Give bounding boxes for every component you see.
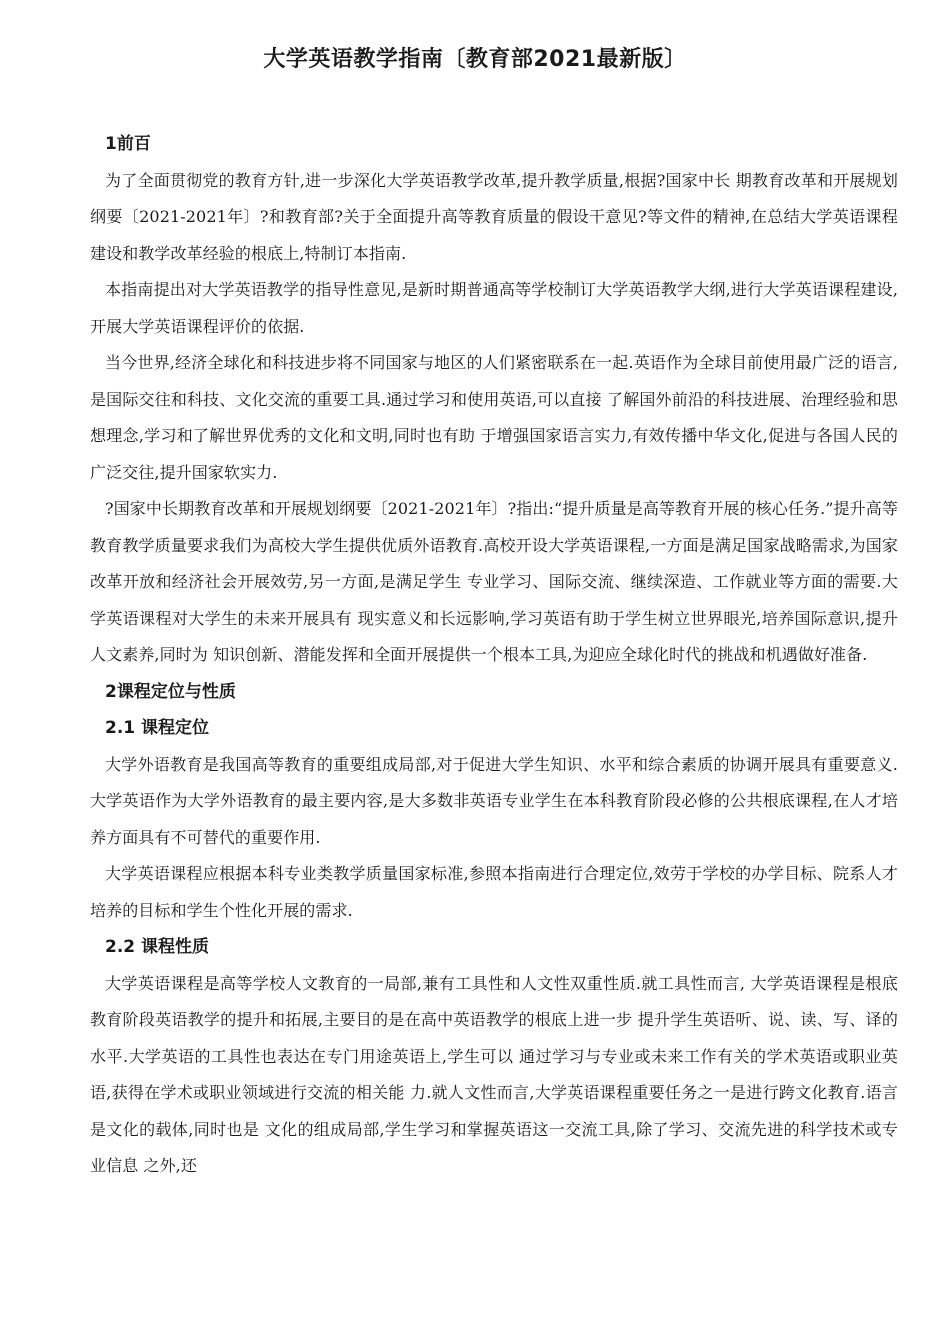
subsection-heading-course-positioning: 2.1 课程定位 [105, 718, 210, 738]
paragraph: 当今世界,经济全球化和科技进步将不同国家与地区的人们紧密联系在一起.英语作为全球目前使用最广泛的语言,是国际交往和科技、文化交流的重要工具.通过学习和使用英语,可以直接 了解国外前沿的科技进展、治理经验和思想理念,学习和了解世界优秀的文化和文明,同时也有助 于增强国家语言实力,有效传播中华文化,促进与各国人民的广泛交往,提升国家软实力. [90, 353, 898, 482]
paragraph: ?国家中长期教育改革和开展规划纲要〔2021-2021年〕?指出:“提升质量是高等教育开展的核心任务.”提升高等教育教学质量要求我们为高校大学生提供优质外语教育.高校开设大学英语课程,一方面是满足国家战略需求,为国家改革开放和经济社会开展效劳,另一方面,是满足学生 专业学习、国际交流、继续深造、工作就业等方面的需要.大学英语课程对大学生的未来开展具有 现实意义和长远影响,学习英语有助于学生树立世界眼光,培养国际意识,提升人文素养,同时为 知识创新、潜能发挥和全面开展提供一个根本工具,为迎应全球化时代的挑战和机遇做好准备. [90, 499, 898, 664]
document-title: 大学英语教学指南〔教育部2021最新版〕 [263, 47, 687, 72]
paragraph: 为了全面贯彻党的教育方针,进一步深化大学英语教学改革,提升教学质量,根据?国家中长 期教育改革和开展规划纲要〔2021-2021年〕?和教育部?关于全面提升高等教育质量的假设干意见?等文件的精神,在总结大学英语课程建设和教学改革经验的根底上,特制订本指南. [90, 170, 898, 263]
section-heading-preface: 1前百 [105, 134, 151, 154]
subsection-heading-course-nature: 2.2 课程性质 [105, 937, 210, 957]
paragraph: 大学英语课程应根据本科专业类教学质量国家标准,参照本指南进行合理定位,效劳于学校的办学目标、院系人才培养的目标和学生个性化开展的需求. [90, 864, 898, 920]
section-heading-course-positioning-nature: 2课程定位与性质 [105, 681, 236, 702]
paragraph: 本指南提出对大学英语教学的指导性意见,是新时期普通高等学校制订大学英语教学大纲,进行大学英语课程建设,开展大学英语课程评价的依据. [90, 280, 898, 336]
paragraph: 大学外语教育是我国高等教育的重要组成局部,对于促进大学生知识、水平和综合素质的协调开展具有重要意义.大学英语作为大学外语教育的最主要内容,是大多数非英语专业学生在本科教育阶段必修的公共根底课程,在人才培养方面具有不可替代的重要作用. [90, 754, 898, 847]
document-body [90, 126, 898, 1185]
paragraph: 大学英语课程是高等学校人文教育的一局部,兼有工具性和人文性双重性质.就工具性而言, 大学英语课程是根底教育阶段英语教学的提升和拓展,主要目的是在高中英语教学的根底上进一步 提升学生英语听、说、读、写、译的水平.大学英语的工具性也表达在专门用途英语上,学生可以 通过学习与专业或未来工作有关的学术英语或职业英语,获得在学术或职业领域进行交流的相关能 力.就人文性而言,大学英语课程重要任务之一是进行跨文化教育.语言是文化的载体,同时也是 文化的组成局部,学生学习和掌握英语这一交流工具,除了学习、交流先进的科学技术或专业信息 之外,还 [90, 973, 898, 1175]
